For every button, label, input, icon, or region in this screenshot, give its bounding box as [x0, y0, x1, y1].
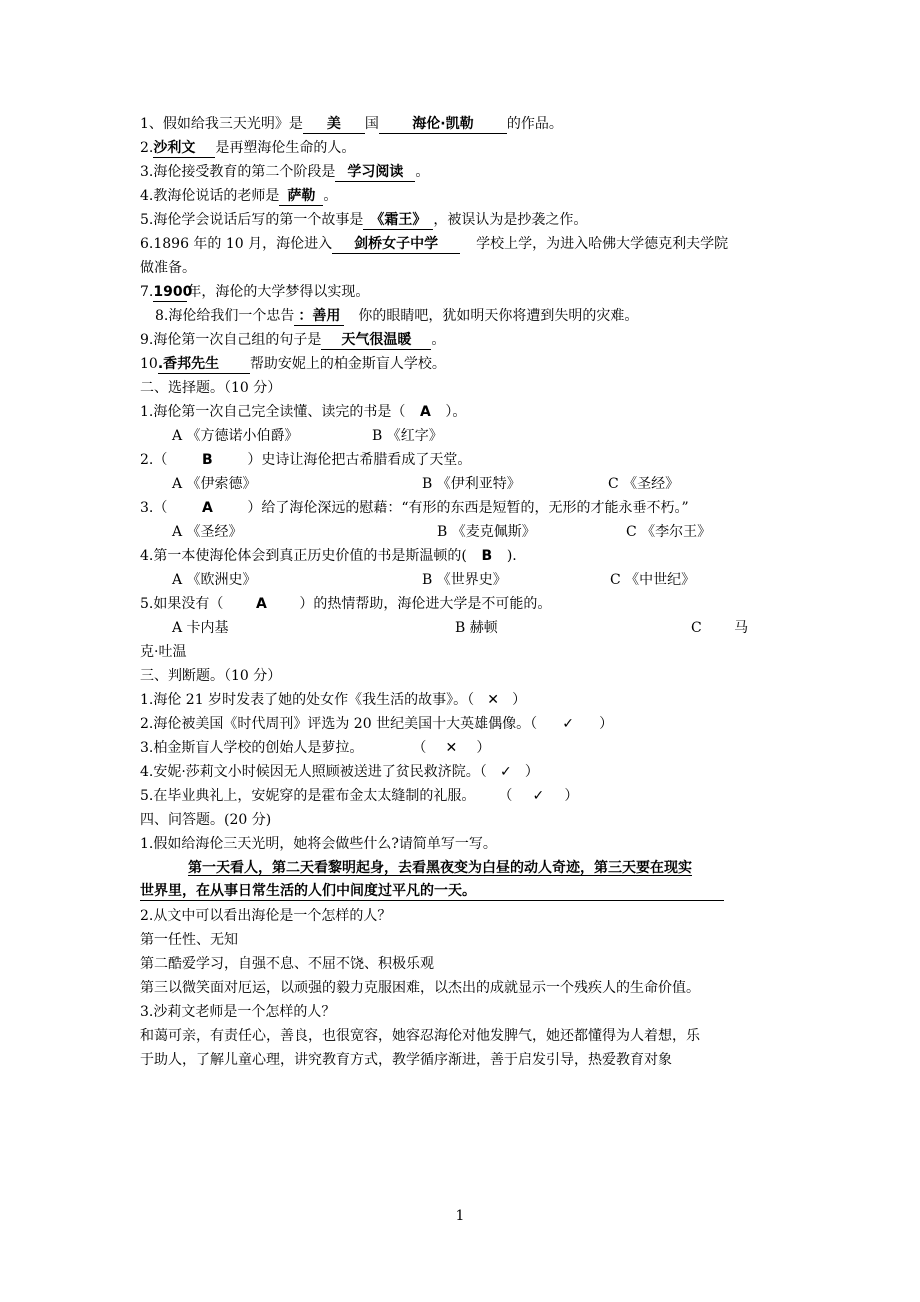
fill-question-7 — [140, 282, 369, 302]
question-text: 的作品。 — [506, 116, 563, 132]
qa-answer-2-line-3: 第三以微笑面对厄运，以顽强的毅力克服困难，以杰出的成就显示一个残疾人的生命价值。 — [140, 980, 700, 996]
question-text: 3.海伦接受教育的第二个阶段是 — [140, 164, 336, 180]
question-text: 1、假如给我三天光明》是 — [140, 116, 303, 132]
question-text: 你的眼睛吧，犹如明天你将遭到失明的灾难。 — [358, 308, 639, 324]
answer-letter: A — [419, 404, 431, 420]
statement: 1.海伦 21 岁时发表了她的处女作《我生活的故事》。（ — [140, 692, 475, 708]
statement: 4.安妮·莎莉文小时候因无人照顾被送进了贫民救济院。（ — [140, 764, 487, 780]
option: C 马 — [691, 620, 749, 636]
question-text: 是再塑海伦生命的人。 — [215, 140, 356, 156]
answer-letter: A — [255, 596, 267, 612]
question-text: 5.如果没有（ — [140, 596, 224, 612]
answer-blank: 天气很温暖 — [321, 332, 431, 350]
fill-question-1 — [140, 114, 563, 134]
answer-blank: 海伦·凯勒 — [379, 116, 507, 134]
answer-blank: 剑桥女子中学 — [332, 236, 460, 254]
bracket: ） — [599, 716, 614, 732]
option: C 《李尔王》 — [626, 524, 712, 540]
choice-options-3 — [172, 522, 711, 542]
question-text: 4.教海伦说话的老师是 — [140, 188, 280, 204]
answer-letter: B — [202, 452, 213, 468]
question-text: 4.第一本使海伦体会到真正历史价值的书是斯温顿的( — [140, 548, 467, 564]
question-text: ）给了海伦深远的慰藉：“有形的东西是短暂的，无形的才能永垂不朽。” — [247, 500, 689, 516]
section-heading-qa: 四、问答题。(20 分) — [140, 812, 272, 828]
option: A 《伊索德》 — [172, 476, 257, 492]
cross-mark-icon: ✕ — [445, 740, 458, 756]
fill-question-9 — [140, 330, 445, 350]
choice-question-2 — [140, 450, 471, 470]
qa-answer-2-line-1: 第一任性、无知 — [140, 932, 238, 948]
answer-blank: .香邦先生 — [158, 356, 250, 374]
question-text: 7. — [140, 284, 154, 300]
cross-mark-icon: ✕ — [487, 692, 499, 708]
answer-letter: A — [201, 500, 213, 516]
answer-blank: 沙利文 — [153, 140, 215, 158]
section-heading-judge: 三、判断题。（10 分） — [140, 668, 282, 684]
choice-options-5-cont: 克·吐温 — [140, 644, 187, 660]
option: B 《世界史》 — [422, 572, 507, 588]
question-text: 9.海伦第一次自己组的句子是 — [140, 332, 322, 348]
choice-options-2 — [172, 474, 679, 494]
question-text: ）的热情帮助，海伦进大学是不可能的。 — [299, 596, 552, 612]
option: A 《方德诺小伯爵》 — [172, 428, 299, 444]
choice-question-4 — [140, 546, 517, 566]
page-number: 1 — [455, 1208, 465, 1224]
fill-question-6 — [140, 234, 728, 254]
question-text: 。 — [431, 332, 446, 348]
question-text: 帮助安妮上的柏金斯盲人学校。 — [249, 356, 446, 372]
qa-answer-3-line-2: 于助人，了解儿童心理，讲究教育方式，教学循序渐进，善于启发引导，热爱教育对象 — [140, 1052, 672, 1068]
section-heading-choice: 二、选择题。（10 分） — [140, 380, 282, 396]
option: C 《圣经》 — [608, 476, 680, 492]
statement: 3.柏金斯盲人学校的创始人是萝拉。 — [140, 740, 364, 756]
choice-options-4 — [172, 570, 695, 590]
check-mark-icon: ✓ — [562, 716, 574, 732]
option: B 《红字》 — [372, 428, 443, 444]
fill-question-4 — [140, 186, 337, 206]
answer-blank: 萨勒 — [279, 188, 323, 206]
question-text: ）。 — [445, 404, 467, 420]
choice-question-1 — [140, 402, 466, 422]
choice-options-1 — [172, 426, 443, 446]
qa-question-1: 1.假如给海伦三天光明，她将会做些什么?请简单写一写。 — [140, 836, 497, 852]
fill-question-6-cont: 做准备。 — [140, 260, 196, 276]
question-text: ). — [506, 548, 517, 564]
answer-letter: B — [481, 548, 493, 564]
qa-answer-1-line-1: 第一天看人，第二天看黎明起身，去看黑夜变为白昼的动人奇迹，第三天要在现实 — [188, 860, 692, 876]
fill-question-2 — [140, 138, 355, 158]
option: B 《麦克佩斯》 — [437, 524, 536, 540]
judge-item-4 — [140, 762, 539, 782]
question-text: ，被误认为是抄袭之作。 — [433, 212, 588, 228]
option: A 《欧洲史》 — [172, 572, 257, 588]
question-text: 年，海伦的大学梦得以实现。 — [187, 284, 370, 300]
bracket: ） — [564, 788, 579, 804]
bracket: ） — [476, 740, 491, 756]
question-text: 5.海伦学会说话后写的第一个故事是 — [140, 212, 364, 228]
bracket: （ — [419, 740, 427, 756]
question-text: 6.1896 年的 10 月，海伦进入 — [140, 236, 333, 252]
question-text: 1.海伦第一次自己完全读懂、读完的书是（ — [140, 404, 406, 420]
bracket: ） — [512, 692, 527, 708]
fill-question-10 — [140, 354, 446, 374]
question-text: 学校上学，为进入哈佛大学德克利夫学院 — [476, 236, 729, 252]
judge-item-1 — [140, 690, 526, 710]
choice-options-5 — [172, 618, 748, 638]
option: A 《圣经》 — [172, 524, 243, 540]
option: C 《中世纪》 — [610, 572, 696, 588]
judge-item-3 — [140, 738, 490, 758]
fill-question-8 — [155, 306, 638, 326]
choice-question-3 — [140, 498, 689, 518]
statement: 2.海伦被美国《时代周刊》评选为 20 世纪美国十大英雄偶像。（ — [140, 716, 538, 732]
option: B 赫顿 — [455, 620, 498, 636]
question-text: 国 — [364, 116, 379, 132]
answer-blank: ：善用 — [294, 308, 344, 326]
answer-blank: 《霜王》 — [363, 212, 433, 230]
statement: 5.在毕业典礼上，安妮穿的是霍布金太太缝制的礼服。 — [140, 788, 476, 804]
qa-answer-2-line-2: 第二酷爱学习，自强不息、不屈不饶、积极乐观 — [140, 956, 434, 972]
answer-blank: 学习阅读 — [335, 164, 415, 182]
question-text: 。 — [415, 164, 430, 180]
question-text: 。 — [323, 188, 338, 204]
fill-question-3 — [140, 162, 429, 182]
question-text: ）史诗让海伦把古希腊看成了天堂。 — [247, 452, 472, 468]
qa-answer-1-line-2: 世界里，在从事日常生活的人们中间度过平凡的一天。 — [140, 882, 724, 901]
qa-answer-3-line-1: 和蔼可亲，有责任心，善良，也很宽容，她容忍海伦对他发脾气，她还都懂得为人着想，乐 — [140, 1028, 700, 1044]
fill-question-5 — [140, 210, 587, 230]
question-text: 8.海伦给我们一个忠告 — [155, 308, 295, 324]
check-mark-icon: ✓ — [532, 788, 545, 804]
question-text: 3.（ — [140, 500, 168, 516]
question-text: 10 — [140, 356, 158, 372]
answer-blank: 1900 — [153, 284, 193, 300]
question-text: 2. — [140, 140, 154, 156]
question-text: 2.（ — [140, 452, 168, 468]
judge-item-2 — [140, 714, 613, 734]
judge-item-5 — [140, 786, 578, 806]
option: B 《伊利亚特》 — [422, 476, 521, 492]
qa-question-3: 3.沙莉文老师是一个怎样的人？ — [140, 1004, 336, 1020]
answer-blank: 美 — [303, 116, 365, 134]
qa-question-2: 2.从文中可以看出海伦是一个怎样的人？ — [140, 908, 392, 924]
bracket: （ — [505, 788, 513, 804]
bracket: ） — [524, 764, 539, 780]
check-mark-icon: ✓ — [499, 764, 512, 780]
choice-question-5 — [140, 594, 551, 614]
option: A 卡内基 — [172, 620, 229, 636]
